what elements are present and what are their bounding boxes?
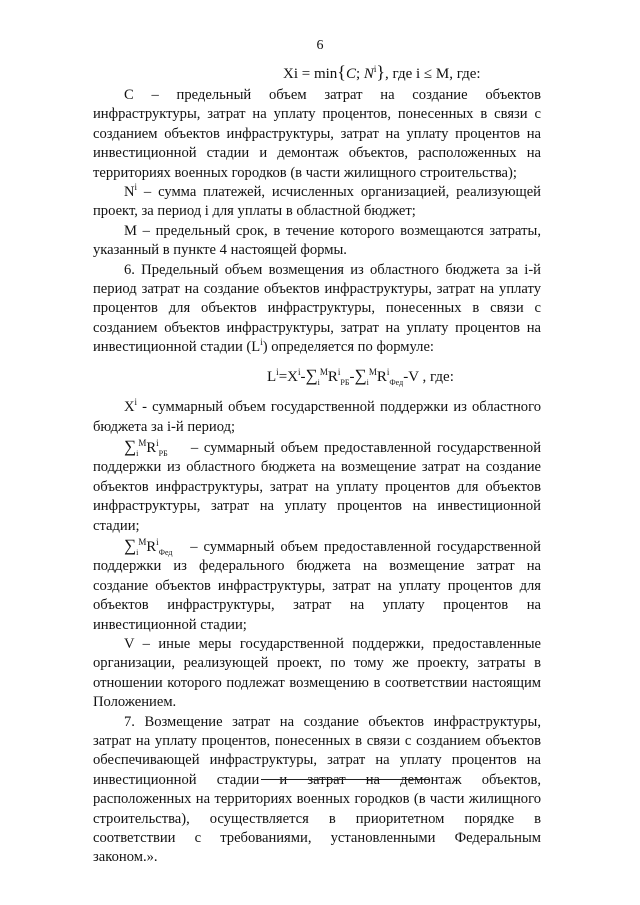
formula-l: $L^i=X^i-\sum_i^MR^i_{РБ}-\sum_i^MR^i_{Фед}-V$ , где: xyxy=(267,365,454,387)
paragraph-6 xyxy=(93,261,541,358)
formula-xi-n: N xyxy=(363,66,374,82)
paragraph-m-definition: М – предельный срок, в течение которого возмещаются затраты, указанный в пункте 4 настоящей формы. xyxy=(93,222,541,259)
symbol-x: X xyxy=(124,399,135,416)
formula-xi: Xi = min{C; $N^i$}, где i ≤ M, где: xyxy=(283,62,481,82)
paragraph-6-text: 6. Предельный объем возмещения из областного бюджета за i-й период затрат на создание объектов инфраструктуры, затрат на уплату процентов для объектов инфраструктуры, понесенных в связи с созданием объектов инфраструктуры, затрат на уплату процентов на инвестиционной стадии (L xyxy=(93,261,541,356)
document-body xyxy=(93,86,541,868)
page-number: 6 xyxy=(316,38,324,53)
paragraph-6-sup: i xyxy=(260,337,263,348)
paragraph-c-definition: С – предельный объем затрат на создание объектов инфраструктуры, затрат на уплату процентов, понесенных в связи с созданием объектов инфраструктуры, затрат на уплату процентов на инвестиционной стадии и демонтаж объектов, расположенных на территориях военных городков (в части жилищного строительства); xyxy=(93,87,541,181)
paragraph-6-end: ) определяется по формуле: xyxy=(262,339,434,356)
formula-xi-c: C xyxy=(345,66,356,82)
symbol-n: N xyxy=(124,184,135,201)
symbol-x-sup: i xyxy=(134,397,138,408)
formula-xi-lhs: Xi = min xyxy=(283,66,338,82)
paragraph-sum-rb xyxy=(93,437,541,536)
sigma-symbol: ∑ xyxy=(354,365,367,385)
symbol-n-sup: i xyxy=(134,182,138,193)
paragraph-7: 7. Возмещение затрат на создание объектов инфраструктуры, затрат на уплату процентов, понесенных в связи с созданием объектов обеспечивающей инфраструктуры, затрат на уплату процентов на инвестиционной стадии и затрат на демонтаж объектов, расположенных на территориях военных городков (в части жилищного строительства), осуществляется в приоритетном порядке в соответствии с требованиями, установленными Федеральным законом.». xyxy=(93,713,541,866)
paragraph-n-definition xyxy=(93,183,541,222)
closing-rule xyxy=(261,779,429,780)
paragraph-sum-fed xyxy=(93,536,541,635)
sum-fed-symbol: $\sum_i^MR^i_{Фед}$ xyxy=(124,535,173,557)
sum-rb-text: – суммарный объем предоставленной государственной поддержки из областного бюджета на возмещение затрат на создание объектов инфраструктуры, затрат на уплату процентов для объектов инфраструктуры, затрат на уплату процентов на инвестиционной стадии; xyxy=(93,439,541,534)
formula-xi-n-sup: i xyxy=(373,64,377,74)
sum-fed-text: – суммарный объем предоставленной государственной поддержки из федерального бюджета на возмещение затрат на создание объектов инфраструктуры, затрат на уплату процентов для объектов инфраструктуры, затрат на уплату процентов на инвестиционной стадии; xyxy=(93,538,541,633)
paragraph-x-text: - суммарный объем государственной поддержки из областного бюджета за i-й период; xyxy=(93,399,541,435)
paragraph-x-definition xyxy=(93,398,541,437)
paragraph-n-text: – сумма платежей, исчисленных организацией, реализующей проект, за период i для уплаты в областной бюджет; xyxy=(93,184,541,220)
sum-rb-symbol: $\sum_i^MR^i_{РБ}$ xyxy=(124,436,168,458)
sigma-symbol: ∑ xyxy=(305,365,318,385)
formula-xi-tail: , где i ≤ M, где: xyxy=(385,66,481,82)
paragraph-v-definition: V – иные меры государственной поддержки, предоставленные организации, реализующей проект, по тому же проекту, затраты в отношении которого подлежат возмещению в соответствии настоящим Положением. xyxy=(93,635,541,711)
